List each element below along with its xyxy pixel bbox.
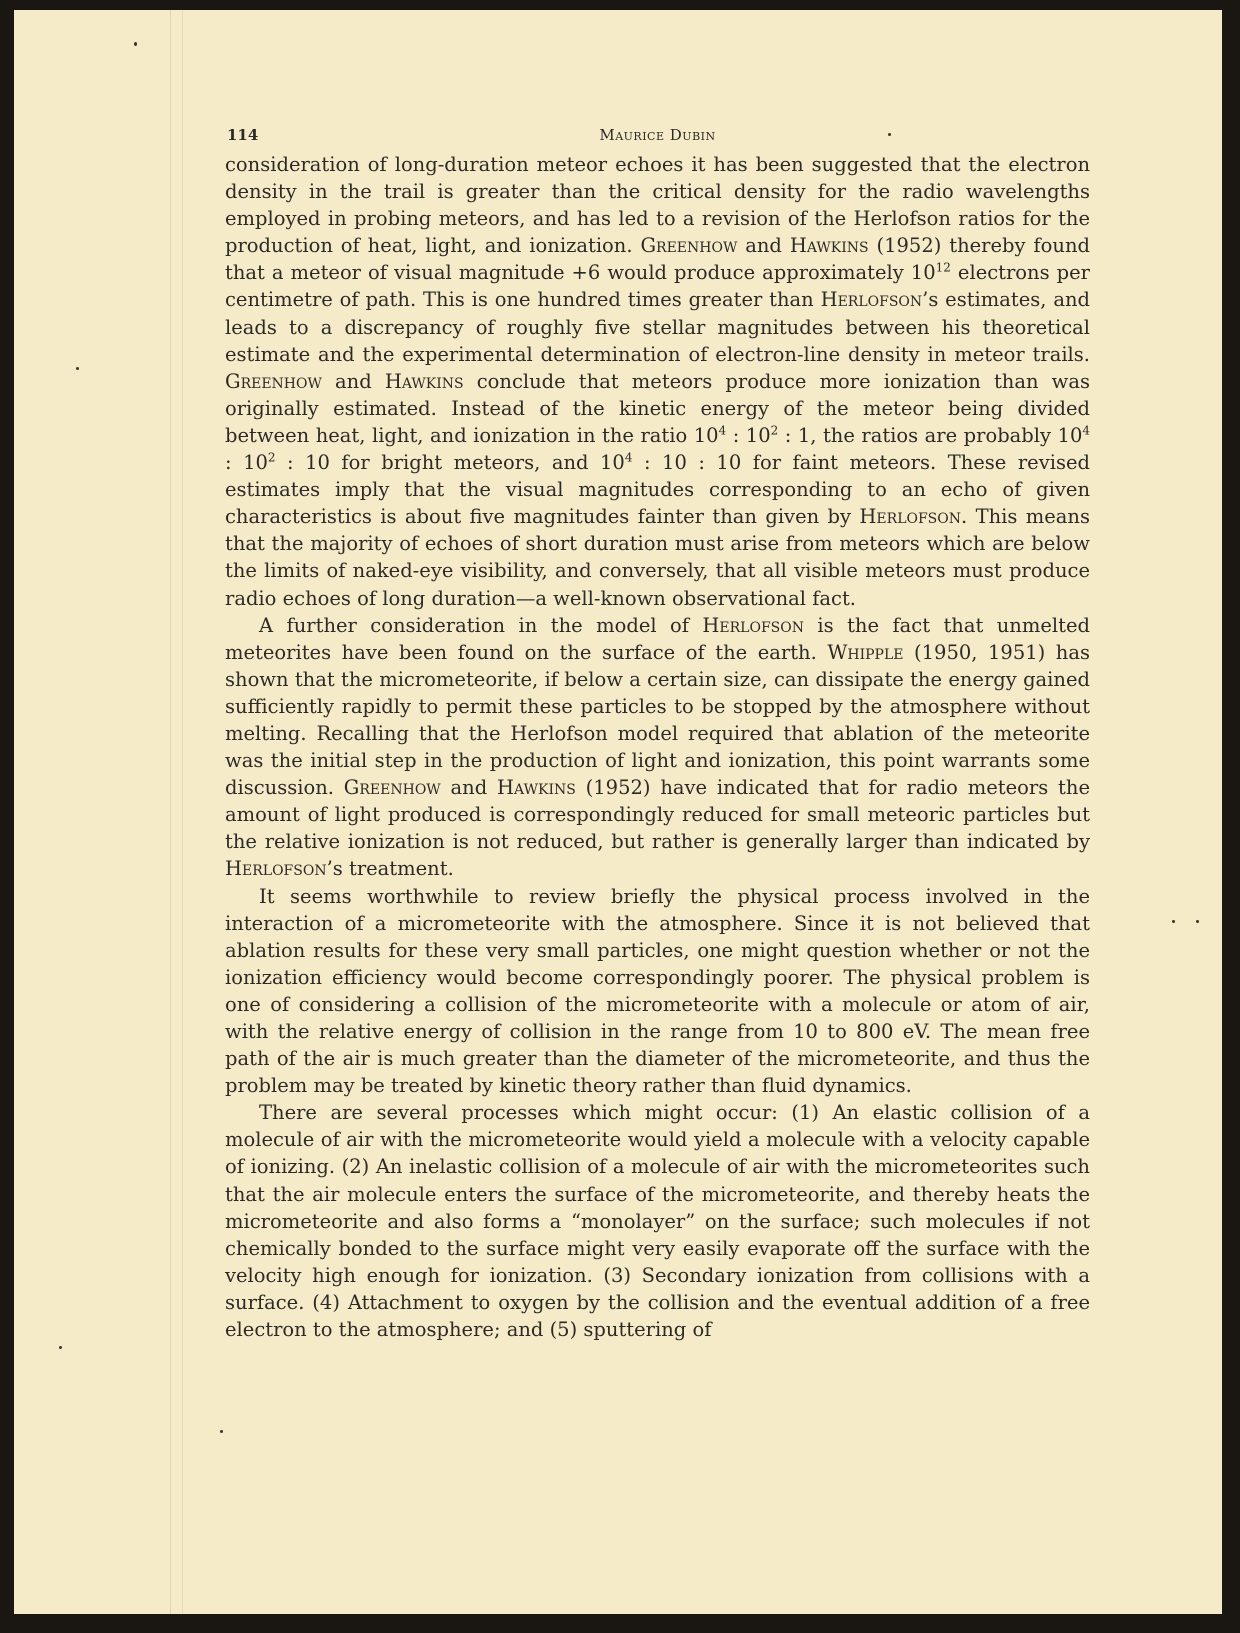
scan-speck: [134, 42, 137, 46]
paragraph: There are several processes which might occur: (1) An elastic collision of a molecule of air with the micrometeorite would yield a molecule with a velocity capable of ionizing. (2) An inelastic collision of a molecule of air with the micrometeorites such that the air molecule enters the surface of the micrometeorite, and thereby heats the micrometeorite and also forms a “monolayer” on the surface; such molecules if not chemically bonded to the surface might very easily evaporate off the surface with the velocity high enough for ionization. (3) Secondary ionization from collisions with a surface. (4) Attachment to oxygen by the collision and the eventual addition of a free electron to the atmosphere; and (5) sputtering of: [225, 1101, 1090, 1342]
page-number: 114: [227, 126, 259, 144]
margin-line: [182, 10, 183, 1614]
paragraph: A further consideration in the model of Herlofson is the fact that unmelted meteorites have been found on the surface of the earth. Whipple (1950, 1951) has shown that the micrometeorite, if below a certain size, can dissipate the energy gained sufficiently rapidly to permit these particles to be stopped by the atmosphere without melting. Recalling that the Herlofson model required that ablation of the meteorite was the initial step in the production of light and ionization, this point warrants some discussion. Greenhow and Hawkins (1952) have indicated that for radio meteors the amount of light produced is correspondingly reduced for small meteoric particles but the relative ionization is not reduced, but rather is generally larger than indicated by Herlofson’s treatment.: [225, 613, 1090, 881]
scan-speck: [1196, 920, 1199, 923]
running-head: Maurice Dubin: [599, 126, 716, 144]
page-content: [225, 115, 1090, 1343]
paragraph: It seems worthwhile to review briefly the physical process involved in the interaction of a micrometeorite with the atmosphere. Since it is not believed that ablation results for these very small particles, one might question whether or not the ionization efficiency would become correspondingly poorer. The physical problem is one of considering a collision of the micrometeorite with a molecule or atom of air, with the relative energy of collision in the range from 10 to 800 eV. The mean free path of the air is much greater than the diameter of the micrometeorite, and thus the problem may be treated by kinetic theory rather than fluid dynamics.: [225, 884, 1090, 1098]
page-header: [225, 115, 1090, 151]
scan-speck: [59, 1346, 62, 1349]
scan-speck: [220, 1430, 223, 1433]
scan-speck: [1172, 920, 1175, 923]
margin-line: [170, 10, 171, 1614]
body-text: [225, 151, 1090, 1343]
scan-speck: [76, 367, 79, 370]
paragraph: consideration of long-duration meteor echoes it has been suggested that the electron density in the trail is greater than the critical density for the radio wavelengths employed in probing meteors, and has led to a revision of the Herlofson ratios for the production of heat, light, and ionization. Greenhow and Hawkins (1952) thereby found that a meteor of visual magnitude +6 would produce approximately $10^{12}$ electrons per centimetre of path. This is one hundred times greater than Herlofson’s estimates, and leads to a discrepancy of roughly five stellar magnitudes between his theoretical estimate and the experimental determination of electron-line density in meteor trails. Greenhow and Hawkins conclude that meteors produce more ionization than was originally estimated. Instead of the kinetic energy of the meteor being divided between heat, light, and ionization in the ratio $10^4$ : $10^2$ : 1, the ratios are probably $10^4$ : $10^2$ : 10 for bright meteors, and $10^4$ : 10 : 10 for faint meteors. These revised estimates imply that the visual magnitudes corresponding to an echo of given characteristics is about five magnitudes fainter than given by Herlofson. This means that the majority of echoes of short duration must arise from meteors which are below the limits of naked-eye visibility, and conversely, that all visible meteors must produce radio echoes of long duration—a well-known observational fact.: [225, 153, 1090, 610]
